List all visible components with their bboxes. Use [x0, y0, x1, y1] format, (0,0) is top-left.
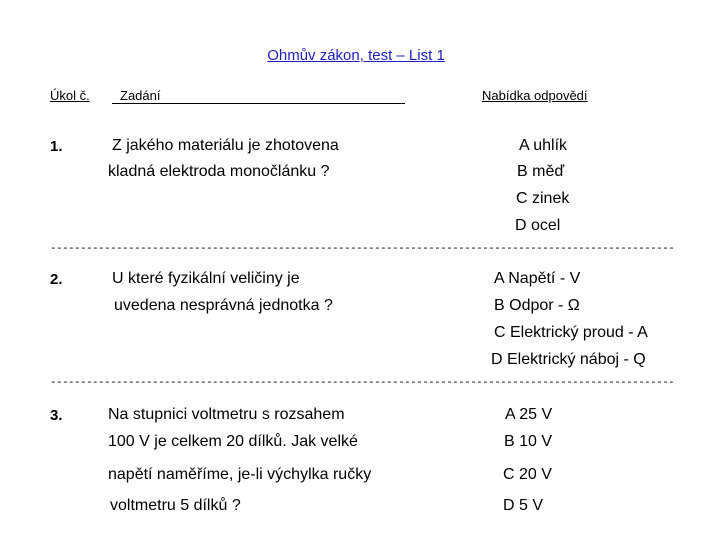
- header-assignment: Zadání: [120, 88, 161, 103]
- header-assignment-underline: [112, 103, 405, 104]
- question-1-option-a: A uhlík: [519, 137, 568, 154]
- question-1-option-c: C zinek: [516, 190, 570, 207]
- separator-line: --------------------------------------------------------------------------------------------------------: [50, 377, 675, 389]
- question-1-number: 1.: [50, 138, 63, 155]
- question-2-option-a: A Napětí - V: [494, 270, 581, 287]
- header-answers: Nabídka odpovědí: [482, 88, 588, 103]
- question-1-option-b: B měď: [517, 163, 565, 180]
- question-1-line-1: Z jakého materiálu je zhotovena: [112, 137, 339, 154]
- question-3-option-a: A 25 V: [505, 406, 553, 423]
- header-task-number: Úkol č.: [50, 88, 90, 103]
- question-3-number: 3.: [50, 407, 63, 424]
- question-3-line-1: Na stupnici voltmetru s rozsahem: [108, 406, 345, 423]
- question-1-line-2: kladná elektroda monočlánku ?: [108, 163, 330, 180]
- question-3-option-b: B 10 V: [504, 433, 553, 450]
- question-3-option-d: D 5 V: [503, 497, 544, 514]
- question-2-number: 2.: [50, 271, 63, 288]
- question-2-option-c: C Elektrický proud - A: [494, 324, 648, 341]
- question-2-line-1: U které fyzikální veličiny je: [112, 270, 300, 287]
- page-title: Ohmův zákon, test – List 1: [267, 47, 445, 64]
- question-3-line-2: 100 V je celkem 20 dílků. Jak velké: [108, 433, 358, 450]
- question-1-option-d: D ocel: [515, 217, 561, 234]
- question-3-option-c: C 20 V: [503, 466, 552, 483]
- question-2-option-b: B Odpor - Ω: [494, 297, 580, 314]
- question-3-line-4: voltmetru 5 dílků ?: [110, 497, 241, 514]
- question-3-line-3: napětí naměříme, je-li výchylka ručky: [108, 466, 372, 483]
- question-2-line-2: uvedena nesprávná jednotka ?: [114, 297, 333, 314]
- question-2-option-d: D Elektrický náboj - Q: [491, 351, 646, 368]
- separator-line: --------------------------------------------------------------------------------------------------------: [50, 243, 675, 255]
